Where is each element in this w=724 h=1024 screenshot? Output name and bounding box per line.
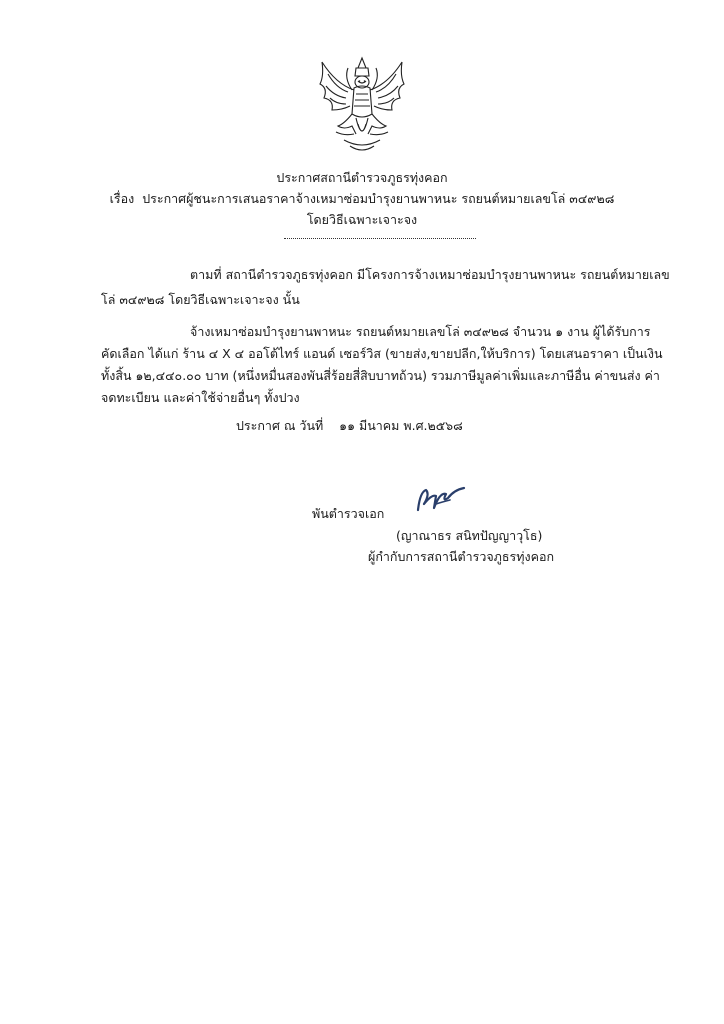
paragraph-1-line-2: โล่ ๓๔๙๒๘ โดยวิธีเฉพาะเจาะจง นั้น (101, 292, 300, 307)
handwritten-signature (412, 484, 470, 514)
announcement-label: ประกาศ ณ วันที่ (236, 418, 324, 433)
paragraph-2-line-1: จ้างเหมาซ่อมบำรุงยานพาหนะ รถยนต์หมายเลขโล่ ๓๔๙๒๘ จำนวน ๑ งาน ผู้ได้รับการ (190, 324, 651, 339)
paragraph-2-line-2: คัดเลือก ได้แก่ ร้าน ๔ X ๔ ออโต้ไทร์ แอนด์ เซอร์วิส (ขายส่ง,ขายปลีก,ให้บริการ) โดยเสนอราคา เป็นเงิน (101, 346, 663, 361)
subject-text: ประกาศผู้ชนะการเสนอราคาจ้างเหมาซ่อมบำรุงยานพาหนะ รถยนต์หมายเลขโล่ ๓๔๙๒๘ (142, 191, 615, 206)
paragraph-1-line-1: ตามที่ สถานีตำรวจภูธรทุ่งคอก มีโครงการจ้างเหมาซ่อมบำรุงยานพาหนะ รถยนต์หมายเลข (190, 267, 670, 282)
announcement-date-line (236, 418, 463, 434)
announcement-date: ๑๑ มีนาคม พ.ศ.๒๕๖๘ (339, 418, 463, 433)
announcement-title: ประกาศสถานีตำรวจภูธรทุ่งคอก (276, 170, 448, 185)
garuda-emblem-icon (314, 54, 410, 156)
signer-name: (ญาณาธร สนิทปัญญาวุโธ) (396, 528, 543, 543)
paragraph-2-line-3: ทั้งสิ้น ๑๒,๔๔๐.๐๐ บาท (หนึ่งหมื่นสองพันสี่ร้อยสี่สิบบาทถ้วน) รวมภาษีมูลค่าเพิ่มและภาษีอื่น ค่าขนส่ง ค่า (101, 368, 660, 383)
subject-label: เรื่อง (109, 191, 135, 206)
signer-position: ผู้กำกับการสถานีตำรวจภูธรทุ่งคอก (368, 549, 555, 564)
paragraph-2-line-4: จดทะเบียน และค่าใช้จ่ายอื่นๆ ทั้งปวง (101, 390, 300, 405)
procurement-method: โดยวิธีเฉพาะเจาะจง (306, 212, 418, 227)
separator-line (284, 238, 476, 239)
subject-line (0, 191, 724, 207)
signer-rank: พันตำรวจเอก (312, 506, 385, 521)
